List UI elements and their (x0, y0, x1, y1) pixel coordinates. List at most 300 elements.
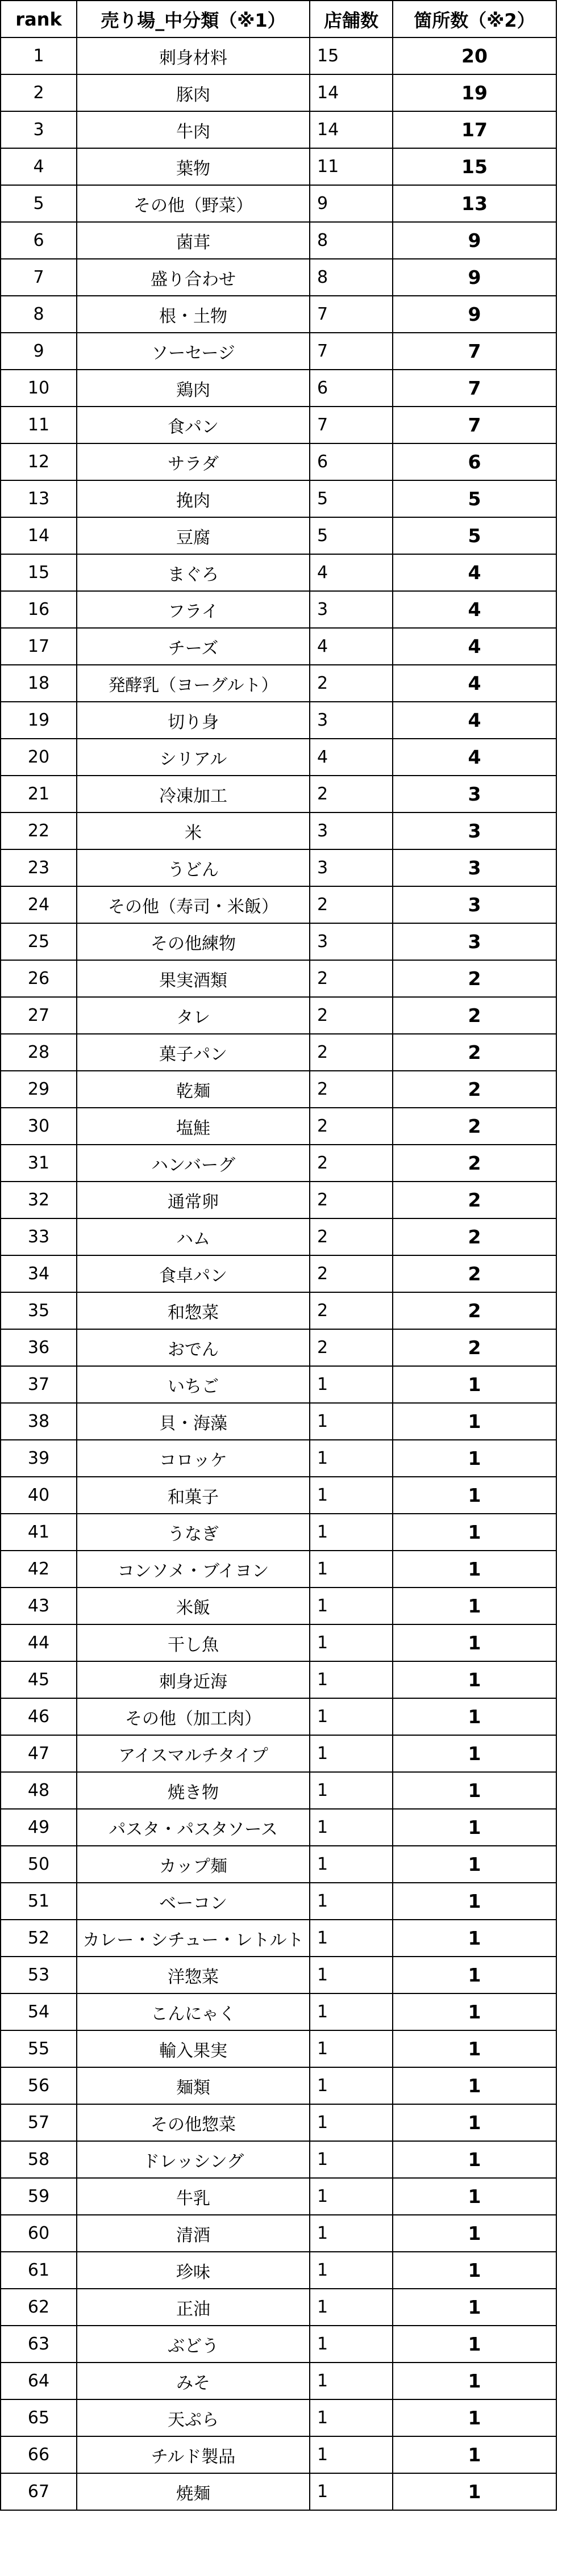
cell-count: 1 (393, 2436, 556, 2473)
cell-rank: 34 (1, 1255, 77, 1292)
cell-count: 2 (393, 997, 556, 1034)
cell-stores: 2 (310, 997, 393, 1034)
cell-stores: 2 (310, 1108, 393, 1145)
cell-count: 2 (393, 1145, 556, 1182)
cell-stores: 1 (310, 2326, 393, 2363)
cell-category: 菌茸 (77, 222, 310, 259)
table-row (1, 812, 556, 849)
cell-count: 4 (393, 591, 556, 628)
cell-count: 1 (393, 1920, 556, 1957)
cell-count: 4 (393, 628, 556, 665)
cell-rank: 28 (1, 1034, 77, 1071)
cell-rank: 30 (1, 1108, 77, 1145)
cell-stores: 1 (310, 2252, 393, 2289)
cell-rank: 55 (1, 2030, 77, 2067)
cell-stores: 4 (310, 554, 393, 591)
table-row (1, 2178, 556, 2215)
cell-rank: 19 (1, 702, 77, 739)
table-row (1, 1403, 556, 1440)
cell-category: 葉物 (77, 148, 310, 185)
cell-stores: 6 (310, 443, 393, 480)
cell-category: ハンバーグ (77, 1145, 310, 1182)
cell-stores: 1 (310, 2473, 393, 2510)
cell-stores: 2 (310, 1292, 393, 1329)
cell-category: 豆腐 (77, 517, 310, 554)
cell-count: 4 (393, 554, 556, 591)
cell-stores: 2 (310, 665, 393, 702)
cell-category: 麺類 (77, 2067, 310, 2104)
cell-stores: 1 (310, 1551, 393, 1588)
cell-category: 食パン (77, 407, 310, 443)
cell-rank: 7 (1, 259, 77, 296)
cell-rank: 12 (1, 443, 77, 480)
cell-stores: 1 (310, 2363, 393, 2399)
cell-stores: 15 (310, 37, 393, 74)
cell-stores: 1 (310, 2399, 393, 2436)
cell-category: 乾麺 (77, 1071, 310, 1108)
cell-rank: 38 (1, 1403, 77, 1440)
cell-rank: 57 (1, 2104, 77, 2141)
table-row (1, 1218, 556, 1255)
table-row (1, 2436, 556, 2473)
cell-category: タレ (77, 997, 310, 1034)
cell-stores: 4 (310, 739, 393, 776)
table-row (1, 2399, 556, 2436)
cell-category: 塩鮭 (77, 1108, 310, 1145)
cell-count: 1 (393, 1403, 556, 1440)
cell-stores: 1 (310, 1957, 393, 1993)
cell-stores: 2 (310, 1182, 393, 1218)
cell-rank: 4 (1, 148, 77, 185)
cell-stores: 1 (310, 1588, 393, 1624)
table-header (1, 1, 556, 37)
header-row (1, 1, 556, 37)
cell-category: 焼麺 (77, 2473, 310, 2510)
cell-rank: 40 (1, 1477, 77, 1514)
table-row (1, 1883, 556, 1920)
cell-rank: 44 (1, 1624, 77, 1661)
cell-count: 1 (393, 2289, 556, 2326)
cell-rank: 56 (1, 2067, 77, 2104)
table-row (1, 1477, 556, 1514)
cell-category: チルド製品 (77, 2436, 310, 2473)
cell-rank: 26 (1, 960, 77, 997)
cell-rank: 33 (1, 1218, 77, 1255)
cell-count: 4 (393, 739, 556, 776)
cell-category: 米飯 (77, 1588, 310, 1624)
cell-stores: 3 (310, 702, 393, 739)
cell-stores: 9 (310, 185, 393, 222)
table-row (1, 296, 556, 333)
table-row (1, 1993, 556, 2030)
cell-stores: 1 (310, 2215, 393, 2252)
table-row (1, 517, 556, 554)
cell-stores: 7 (310, 296, 393, 333)
cell-rank: 61 (1, 2252, 77, 2289)
cell-count: 3 (393, 849, 556, 886)
cell-rank: 41 (1, 1514, 77, 1551)
table-row (1, 2141, 556, 2178)
cell-category: 和惣菜 (77, 1292, 310, 1329)
cell-count: 4 (393, 665, 556, 702)
cell-rank: 43 (1, 1588, 77, 1624)
cell-category: 通常卵 (77, 1182, 310, 1218)
cell-stores: 7 (310, 407, 393, 443)
cell-count: 2 (393, 1329, 556, 1366)
table-body (1, 37, 556, 2510)
cell-category: おでん (77, 1329, 310, 1366)
cell-stores: 1 (310, 1883, 393, 1920)
cell-rank: 8 (1, 296, 77, 333)
cell-rank: 58 (1, 2141, 77, 2178)
cell-stores: 2 (310, 886, 393, 923)
table-row (1, 591, 556, 628)
table-row (1, 2215, 556, 2252)
cell-category: ドレッシング (77, 2141, 310, 2178)
cell-count: 3 (393, 812, 556, 849)
cell-rank: 39 (1, 1440, 77, 1477)
table-row (1, 1957, 556, 1993)
cell-rank: 63 (1, 2326, 77, 2363)
cell-category: 刺身近海 (77, 1661, 310, 1698)
cell-rank: 22 (1, 812, 77, 849)
cell-count: 7 (393, 370, 556, 407)
cell-category: 洋惣菜 (77, 1957, 310, 1993)
cell-rank: 37 (1, 1366, 77, 1403)
cell-count: 1 (393, 1551, 556, 1588)
cell-stores: 1 (310, 1846, 393, 1883)
cell-rank: 6 (1, 222, 77, 259)
cell-category: 鶏肉 (77, 370, 310, 407)
cell-stores: 1 (310, 1735, 393, 1772)
cell-count: 2 (393, 1218, 556, 1255)
cell-rank: 29 (1, 1071, 77, 1108)
table-row (1, 2289, 556, 2326)
cell-rank: 60 (1, 2215, 77, 2252)
cell-category: 発酵乳（ヨーグルト） (77, 665, 310, 702)
cell-count: 2 (393, 1034, 556, 1071)
cell-count: 3 (393, 886, 556, 923)
table-row (1, 370, 556, 407)
cell-stores: 8 (310, 222, 393, 259)
cell-count: 1 (393, 1809, 556, 1846)
table-row (1, 2104, 556, 2141)
cell-category: 刺身材料 (77, 37, 310, 74)
cell-category: 切り身 (77, 702, 310, 739)
cell-count: 5 (393, 517, 556, 554)
cell-count: 1 (393, 1772, 556, 1809)
cell-rank: 5 (1, 185, 77, 222)
cell-category: その他（寿司・米飯） (77, 886, 310, 923)
table-row (1, 222, 556, 259)
cell-count: 1 (393, 2178, 556, 2215)
cell-rank: 32 (1, 1182, 77, 1218)
cell-rank: 27 (1, 997, 77, 1034)
cell-stores: 3 (310, 923, 393, 960)
cell-stores: 1 (310, 1403, 393, 1440)
table-row (1, 37, 556, 74)
cell-rank: 21 (1, 776, 77, 812)
cell-stores: 1 (310, 1366, 393, 1403)
cell-category: うどん (77, 849, 310, 886)
table-row (1, 1071, 556, 1108)
cell-category: 牛乳 (77, 2178, 310, 2215)
cell-category: チーズ (77, 628, 310, 665)
table-row (1, 554, 556, 591)
cell-count: 2 (393, 960, 556, 997)
cell-stores: 8 (310, 259, 393, 296)
cell-count: 1 (393, 2215, 556, 2252)
cell-rank: 24 (1, 886, 77, 923)
cell-category: 果実酒類 (77, 960, 310, 997)
table-row (1, 2363, 556, 2399)
cell-category: 干し魚 (77, 1624, 310, 1661)
cell-category: その他（加工肉） (77, 1698, 310, 1735)
table-row (1, 1920, 556, 1957)
cell-stores: 11 (310, 148, 393, 185)
cell-rank: 2 (1, 74, 77, 111)
cell-category: こんにゃく (77, 1993, 310, 2030)
table-row (1, 1034, 556, 1071)
cell-stores: 1 (310, 1809, 393, 1846)
cell-stores: 2 (310, 1329, 393, 1366)
table-row (1, 74, 556, 111)
cell-stores: 2 (310, 1218, 393, 1255)
cell-rank: 48 (1, 1772, 77, 1809)
cell-category: コロッケ (77, 1440, 310, 1477)
cell-stores: 1 (310, 2178, 393, 2215)
cell-stores: 1 (310, 1993, 393, 2030)
table-row (1, 702, 556, 739)
cell-rank: 45 (1, 1661, 77, 1698)
cell-stores: 1 (310, 1477, 393, 1514)
table-row (1, 259, 556, 296)
cell-count: 2 (393, 1071, 556, 1108)
table-row (1, 443, 556, 480)
cell-stores: 1 (310, 1661, 393, 1698)
cell-stores: 2 (310, 1071, 393, 1108)
cell-count: 3 (393, 923, 556, 960)
table-row (1, 1624, 556, 1661)
cell-category: コンソメ・ブイヨン (77, 1551, 310, 1588)
table-row (1, 1551, 556, 1588)
cell-count: 1 (393, 2473, 556, 2510)
cell-category: 貝・海藻 (77, 1403, 310, 1440)
cell-count: 1 (393, 1698, 556, 1735)
cell-rank: 53 (1, 1957, 77, 1993)
cell-stores: 1 (310, 2104, 393, 2141)
cell-rank: 36 (1, 1329, 77, 1366)
cell-rank: 15 (1, 554, 77, 591)
table-row (1, 1145, 556, 1182)
cell-stores: 7 (310, 333, 393, 370)
cell-count: 9 (393, 259, 556, 296)
cell-rank: 14 (1, 517, 77, 554)
cell-category: フライ (77, 591, 310, 628)
cell-rank: 59 (1, 2178, 77, 2215)
cell-category: うなぎ (77, 1514, 310, 1551)
cell-count: 1 (393, 1477, 556, 1514)
cell-stores: 1 (310, 2141, 393, 2178)
cell-count: 1 (393, 1440, 556, 1477)
cell-stores: 1 (310, 1514, 393, 1551)
cell-category: 冷凍加工 (77, 776, 310, 812)
cell-count: 15 (393, 148, 556, 185)
cell-count: 1 (393, 1993, 556, 2030)
table-row (1, 665, 556, 702)
cell-count: 1 (393, 1735, 556, 1772)
cell-category: その他惣菜 (77, 2104, 310, 2141)
cell-stores: 14 (310, 74, 393, 111)
cell-category: サラダ (77, 443, 310, 480)
cell-rank: 11 (1, 407, 77, 443)
cell-rank: 10 (1, 370, 77, 407)
cell-rank: 54 (1, 1993, 77, 2030)
cell-count: 9 (393, 222, 556, 259)
cell-count: 2 (393, 1182, 556, 1218)
table-row (1, 2252, 556, 2289)
table-row (1, 1661, 556, 1698)
cell-count: 1 (393, 1588, 556, 1624)
cell-category: 豚肉 (77, 74, 310, 111)
cell-category: 米 (77, 812, 310, 849)
table-row (1, 960, 556, 997)
cell-rank: 65 (1, 2399, 77, 2436)
cell-rank: 20 (1, 739, 77, 776)
cell-count: 6 (393, 443, 556, 480)
cell-count: 1 (393, 1366, 556, 1403)
cell-rank: 51 (1, 1883, 77, 1920)
table-row (1, 111, 556, 148)
cell-category: まぐろ (77, 554, 310, 591)
cell-stores: 1 (310, 2436, 393, 2473)
cell-category: シリアル (77, 739, 310, 776)
cell-count: 5 (393, 480, 556, 517)
cell-count: 1 (393, 2067, 556, 2104)
cell-category: 盛り合わせ (77, 259, 310, 296)
cell-count: 3 (393, 776, 556, 812)
table-row (1, 148, 556, 185)
cell-category: ソーセージ (77, 333, 310, 370)
cell-stores: 1 (310, 2067, 393, 2104)
table-row (1, 997, 556, 1034)
table-row (1, 185, 556, 222)
cell-rank: 49 (1, 1809, 77, 1846)
cell-category: アイスマルチタイプ (77, 1735, 310, 1772)
cell-stores: 1 (310, 1440, 393, 1477)
cell-stores: 1 (310, 1772, 393, 1809)
cell-category: 珍味 (77, 2252, 310, 2289)
cell-count: 1 (393, 1846, 556, 1883)
table-row (1, 333, 556, 370)
cell-count: 1 (393, 2141, 556, 2178)
cell-rank: 31 (1, 1145, 77, 1182)
cell-count: 7 (393, 407, 556, 443)
cell-count: 1 (393, 2030, 556, 2067)
cell-count: 1 (393, 2399, 556, 2436)
cell-rank: 35 (1, 1292, 77, 1329)
cell-rank: 62 (1, 2289, 77, 2326)
cell-category: ぶどう (77, 2326, 310, 2363)
cell-category: ハム (77, 1218, 310, 1255)
cell-count: 1 (393, 1883, 556, 1920)
header-count: 箇所数（※2） (393, 1, 556, 37)
cell-rank: 17 (1, 628, 77, 665)
table-row (1, 2473, 556, 2510)
table-row (1, 1329, 556, 1366)
table-row (1, 407, 556, 443)
table-row (1, 1182, 556, 1218)
table-row (1, 1366, 556, 1403)
cell-count: 20 (393, 37, 556, 74)
cell-stores: 1 (310, 2289, 393, 2326)
cell-category: 食卓パン (77, 1255, 310, 1292)
cell-stores: 1 (310, 1624, 393, 1661)
cell-rank: 13 (1, 480, 77, 517)
cell-category: 牛肉 (77, 111, 310, 148)
table-row (1, 2326, 556, 2363)
cell-rank: 3 (1, 111, 77, 148)
cell-rank: 42 (1, 1551, 77, 1588)
cell-count: 1 (393, 1514, 556, 1551)
cell-stores: 5 (310, 480, 393, 517)
cell-count: 1 (393, 1624, 556, 1661)
cell-rank: 66 (1, 2436, 77, 2473)
cell-stores: 3 (310, 591, 393, 628)
cell-stores: 2 (310, 1255, 393, 1292)
cell-rank: 23 (1, 849, 77, 886)
table-row (1, 1846, 556, 1883)
table-row (1, 1809, 556, 1846)
cell-category: 焼き物 (77, 1772, 310, 1809)
cell-category: カップ麺 (77, 1846, 310, 1883)
table-row (1, 1514, 556, 1551)
cell-count: 2 (393, 1255, 556, 1292)
table-row (1, 480, 556, 517)
cell-stores: 14 (310, 111, 393, 148)
table-row (1, 739, 556, 776)
cell-count: 1 (393, 2326, 556, 2363)
cell-category: 輸入果実 (77, 2030, 310, 2067)
table-row (1, 923, 556, 960)
cell-count: 13 (393, 185, 556, 222)
table-row (1, 2067, 556, 2104)
cell-stores: 3 (310, 849, 393, 886)
cell-category: 根・土物 (77, 296, 310, 333)
cell-category: その他練物 (77, 923, 310, 960)
cell-rank: 1 (1, 37, 77, 74)
cell-stores: 2 (310, 1145, 393, 1182)
cell-count: 2 (393, 1108, 556, 1145)
cell-category: 清酒 (77, 2215, 310, 2252)
cell-count: 4 (393, 702, 556, 739)
cell-category: 正油 (77, 2289, 310, 2326)
cell-rank: 9 (1, 333, 77, 370)
cell-rank: 18 (1, 665, 77, 702)
cell-stores: 1 (310, 2030, 393, 2067)
cell-count: 2 (393, 1292, 556, 1329)
cell-count: 7 (393, 333, 556, 370)
cell-rank: 64 (1, 2363, 77, 2399)
cell-rank: 47 (1, 1735, 77, 1772)
cell-category: 天ぷら (77, 2399, 310, 2436)
cell-stores: 2 (310, 776, 393, 812)
cell-count: 19 (393, 74, 556, 111)
cell-count: 17 (393, 111, 556, 148)
cell-category: 和菓子 (77, 1477, 310, 1514)
cell-category: みそ (77, 2363, 310, 2399)
cell-stores: 1 (310, 1920, 393, 1957)
